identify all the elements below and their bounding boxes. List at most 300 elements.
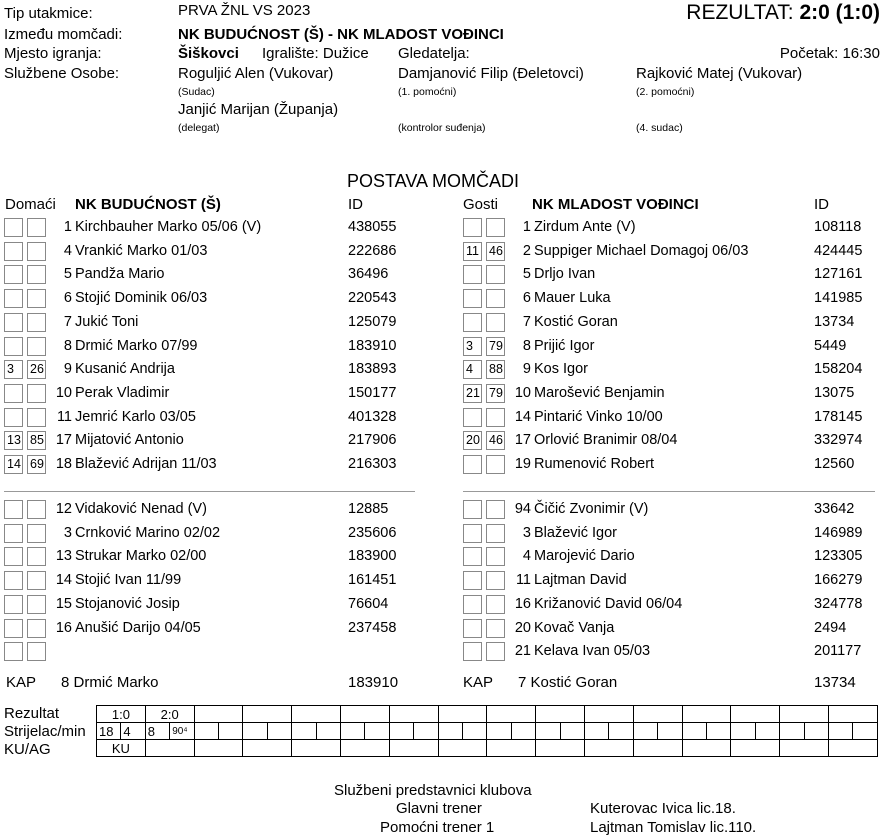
footer-role: Glavni trener [396,800,482,817]
shirt-number: 5 [522,266,531,283]
sub-minute-box: 46 [486,431,505,450]
scorer-cell [536,723,560,740]
player-id: 166279 [814,572,863,589]
kuag-row [97,740,878,757]
sub-order-box: 3 [4,360,23,379]
sub-minute-box [486,547,505,566]
sub-row [463,546,883,570]
shirt-number: 7 [522,313,531,330]
result-cell [243,706,292,723]
shirt-number: 4 [522,548,531,565]
player-id: 123305 [814,548,863,565]
player-id: 108118 [814,219,862,235]
sub-minute-box [486,571,505,590]
starter-row [463,359,883,383]
shirt-number: 10 [55,384,72,401]
sub-order-box [463,218,482,237]
result-cell [340,706,389,723]
away-captain-id: 13734 [814,674,856,691]
sub-order-box [4,289,23,308]
shirt-number: 8 [522,337,531,354]
shirt-number: 11 [56,408,72,425]
sub-order-box: 4 [463,360,482,379]
starter-row [463,217,883,241]
sub-order-box [463,571,482,590]
player-name: Anušić Darijo 04/05 [75,619,201,636]
shirt-number: 1 [63,219,72,235]
player-id: 161451 [348,572,397,589]
starter-row [4,336,424,360]
kuag-cell [194,740,243,757]
sub-order-box [4,547,23,566]
scorer-cell [389,723,413,740]
sub-order-box [463,265,482,284]
player-name: Kos Igor [534,361,588,378]
player-id: 222686 [348,242,397,259]
sub-order-box [4,384,23,403]
starter-row [463,241,883,265]
sub-minute-box [27,619,46,638]
scorer-cell [487,723,511,740]
kuag-cell [584,740,633,757]
shirt-number: 17 [514,432,531,449]
shirt-number: 15 [55,595,72,612]
player-name: Mijatović Antonio [75,432,184,449]
player-id: 33642 [814,501,855,517]
player-name: Stojić Ivan 11/99 [75,572,182,589]
kuag-cell [633,740,682,757]
starter-row [463,264,883,288]
minute-cell [414,723,438,740]
kuag-cell [731,740,780,757]
home-label: Domaći [5,196,56,213]
sub-order-box [463,547,482,566]
player-name: Kovač Vanja [534,619,615,636]
shirt-number: 19 [514,456,531,472]
player-id: 2494 [814,619,847,636]
home-team: NK BUDUĆNOST (Š) [75,196,221,213]
player-id: 183893 [348,361,397,378]
result-cell [194,706,243,723]
kuag-row-label: KU/AG [4,741,51,758]
official-role: (Sudac) [178,86,215,98]
kuag-cell [682,740,731,757]
result-cell [389,706,438,723]
sub-order-box: 3 [463,337,482,356]
sub-order-box [463,595,482,614]
player-id: 332974 [814,432,863,449]
sub-row [4,570,424,594]
player-id: 158204 [814,361,863,378]
sub-row [4,641,424,665]
player-name: Zirdum Ante (V) [534,219,636,235]
player-name: Marošević Benjamin [534,384,665,401]
scorer-cell [780,723,804,740]
shirt-number: 6 [63,290,72,307]
sub-order-box [4,524,23,543]
result-cell [292,706,341,723]
result-cell: 2:0 [145,706,194,723]
player-name: Orlović Branimir 08/04 [534,432,678,449]
sub-order-box: 11 [463,242,482,261]
sub-minute-box [27,337,46,356]
sub-minute-box: 79 [486,337,505,356]
player-id: 76604 [348,595,389,612]
home-divider [4,491,415,492]
sub-row [4,594,424,618]
sub-minute-box [486,595,505,614]
player-id: 141985 [814,290,863,307]
minute-cell: 4 [121,723,145,740]
kuag-cell [389,740,438,757]
player-id: 36496 [348,266,389,283]
player-name: Vidaković Nenad (V) [75,501,207,517]
kuag-cell [780,740,829,757]
shirt-number: 5 [63,266,72,283]
starter-row [4,288,424,312]
player-name: Kusanić Andrija [75,361,175,378]
player-id: 13075 [814,384,855,401]
result-cell [536,706,585,723]
shirt-number: 18 [55,456,72,472]
player-name: Jemrić Karlo 03/05 [75,408,196,425]
sub-minute-box [486,642,505,661]
player-name: Kostić Goran [534,313,618,330]
sub-minute-box [27,313,46,332]
minute-cell [267,723,291,740]
sub-row [463,618,883,642]
sub-order-box [4,313,23,332]
result-label: REZULTAT: [686,1,794,24]
home-captain: 8 Drmić Marko [61,674,159,691]
spectators: Gledatelja: [398,45,470,62]
sub-row [463,499,883,523]
sub-minute-box [27,524,46,543]
starter-row [4,383,424,407]
player-name: Lajtman David [534,572,627,589]
footer-title: Službeni predstavnici klubova [334,782,532,799]
official-name: Rajković Matej (Vukovar) [636,65,803,82]
scorer-cell [438,723,462,740]
player-id: 12560 [814,456,855,472]
player-id: 183910 [348,337,397,354]
official-role: (delegat) [178,122,220,134]
player-name: Marojević Dario [534,548,635,565]
starter-row [463,336,883,360]
shirt-number: 14 [55,572,72,589]
result-row-label: Rezultat [4,705,60,722]
sub-order-box [463,642,482,661]
kuag-cell [438,740,487,757]
teams: NK BUDUĆNOST (Š) - NK MLADOST VOĐINCI [178,26,504,43]
sub-row [463,594,883,618]
player-name: Blažević Igor [534,524,618,541]
player-name: Suppiger Michael Domagoj 06/03 [534,242,749,259]
sub-minute-box [27,384,46,403]
starter-row [4,454,424,478]
kuag-cell [536,740,585,757]
officials-label: Službene Osobe: [4,65,120,82]
sub-order-box [4,242,23,261]
starter-row [4,312,424,336]
scorer-cell: 8 [145,723,169,740]
sub-order-box [463,313,482,332]
player-name: Stojanović Josip [75,595,180,612]
scorer-cell [633,723,657,740]
player-id: 237458 [348,619,397,636]
sub-minute-box: 85 [27,431,46,450]
minute-cell [853,723,877,740]
shirt-number: 12 [55,501,72,517]
shirt-number: 2 [522,242,531,259]
official-name: Janjić Marijan (Županja) [178,101,339,118]
lineup-title: POSTAVA MOMČADI [347,171,520,191]
player-name: Strukar Marko 02/00 [75,548,207,565]
scorer-cell [243,723,267,740]
away-label: Gosti [463,196,499,213]
player-name: Kirchbauher Marko 05/06 (V) [75,219,262,235]
result-cell [584,706,633,723]
starter-row [463,288,883,312]
player-name: Prijić Igor [534,337,595,354]
sub-minute-box [27,265,46,284]
sub-minute-box: 88 [486,360,505,379]
sub-order-box [463,524,482,543]
minute-cell [706,723,730,740]
player-name: Drljo Ivan [534,266,596,283]
kuag-cell [292,740,341,757]
sub-order-box [463,500,482,519]
player-name: Crnković Marino 02/02 [75,524,221,541]
player-id: 324778 [814,595,863,612]
result-cell [633,706,682,723]
scorer-cell: 18 [97,723,121,740]
kuag-cell [487,740,536,757]
sub-order-box [4,642,23,661]
sub-minute-box [486,455,505,474]
sub-row [4,546,424,570]
shirt-number: 13 [55,548,72,565]
shirt-number: 17 [55,432,72,449]
sub-order-box [4,265,23,284]
home-captain-id: 183910 [348,674,399,691]
shirt-number: 21 [514,643,531,660]
sub-minute-box [27,408,46,427]
shirt-number: 7 [63,313,72,330]
player-id: 183900 [348,548,397,565]
minute-cell [804,723,828,740]
sub-order-box [4,408,23,427]
result-row [97,706,878,723]
venue-label: Mjesto igranja: [4,45,102,62]
scorer-cell [828,723,852,740]
player-id: 12885 [348,501,389,517]
sub-minute-box [486,265,505,284]
sub-minute-box [486,408,505,427]
starter-row [463,407,883,431]
sub-row [4,499,424,523]
sub-row [463,641,883,665]
sub-order-box [4,218,23,237]
sub-minute-box [486,500,505,519]
shirt-number: 10 [514,384,531,401]
footer-name: Lajtman Tomislav lic.110. [590,819,757,836]
shirt-number: 9 [522,361,531,378]
player-id: 127161 [814,266,863,283]
sub-order-box [463,455,482,474]
starter-row [4,430,424,454]
player-name: Perak Vladimir [75,384,170,401]
sub-order-box: 13 [4,431,23,450]
sub-order-box [4,500,23,519]
scorer-cell [292,723,316,740]
result-cell [828,706,877,723]
player-name: Jukić Toni [75,313,139,330]
shirt-number: 14 [514,408,531,425]
shirt-number: 16 [55,619,72,636]
result-cell [731,706,780,723]
sub-row [463,523,883,547]
starter-row [4,264,424,288]
sub-minute-box [27,218,46,237]
result-block [686,1,880,25]
player-id: 5449 [814,337,847,354]
sub-order-box [4,571,23,590]
minute-cell [755,723,779,740]
player-id: 150177 [348,384,397,401]
kuag-cell [145,740,194,757]
shirt-number: 4 [63,242,72,259]
starter-row [463,312,883,336]
player-name: Mauer Luka [534,290,611,307]
minute-cell [365,723,389,740]
official-role: (2. pomoćni) [636,86,695,98]
result-cell [487,706,536,723]
official-role: (4. sudac) [636,122,683,134]
shirt-number: 9 [63,361,72,378]
sub-minute-box [486,524,505,543]
kuag-cell: KU [97,740,146,757]
player-name: Pintarić Vinko 10/00 [534,408,663,425]
sub-minute-box [27,571,46,590]
official-name: Roguljić Alen (Vukovar) [178,65,334,82]
starter-row [4,217,424,241]
player-id: 401328 [348,408,397,425]
sub-minute-box [486,313,505,332]
minute-cell [316,723,340,740]
sub-order-box: 21 [463,384,482,403]
away-divider [463,491,875,492]
minute-cell [609,723,633,740]
player-id: 235606 [348,524,397,541]
starter-row [463,430,883,454]
sub-minute-box: 69 [27,455,46,474]
sub-order-box [463,619,482,638]
away-id-header: ID [814,196,829,213]
player-id: 146989 [814,524,863,541]
sub-row [463,570,883,594]
shirt-number: 20 [514,619,531,636]
footer-name: Kuterovac Ivica lic.18. [590,800,736,817]
minute-cell [560,723,584,740]
match-type-label: Tip utakmice: [4,5,93,22]
pitch: Igralište: Dužice [262,45,369,62]
away-team: NK MLADOST VOĐINCI [532,196,699,213]
minute-cell [462,723,486,740]
player-id: 438055 [348,219,397,235]
sub-minute-box [27,547,46,566]
player-id: 125079 [348,313,397,330]
player-id: 216303 [348,456,397,472]
player-id: 217906 [348,432,397,449]
starter-row [4,241,424,265]
player-id: 220543 [348,290,397,307]
shirt-number: 94 [514,501,531,517]
sub-minute-box [27,289,46,308]
result-value: 2:0 (1:0) [799,1,880,24]
venue: Šiškovci [178,45,239,62]
home-id-header: ID [348,196,363,213]
result-cell: 1:0 [97,706,146,723]
sub-order-box [4,337,23,356]
player-id: 13734 [814,313,855,330]
sub-order-box [4,619,23,638]
scorer-row [97,723,878,740]
match-type: PRVA ŽNL VS 2023 [178,2,311,19]
sub-row [4,618,424,642]
player-name: Križanović David 06/04 [534,595,683,612]
scorer-cell [682,723,706,740]
sub-minute-box [486,218,505,237]
away-captain-label: KAP [463,674,494,691]
player-name: Rumenović Robert [534,456,655,472]
sub-minute-box [486,289,505,308]
scorer-row-label: Strijelac/min [4,723,86,740]
scorer-cell [584,723,608,740]
home-captain-label: KAP [6,674,37,691]
kickoff: Početak: 16:30 [779,45,880,62]
result-cell [780,706,829,723]
shirt-number: 16 [514,595,531,612]
kuag-cell [828,740,877,757]
player-id: 424445 [814,242,863,259]
score-grid [96,705,878,757]
player-name: Blažević Adrijan 11/03 [75,456,217,472]
player-name: Čičić Zvonimir (V) [534,501,649,517]
minute-cell [218,723,242,740]
sub-minute-box [27,642,46,661]
player-id: 201177 [814,643,862,660]
result-cell [438,706,487,723]
starter-row [463,454,883,478]
sub-minute-box [27,500,46,519]
sub-minute-box: 79 [486,384,505,403]
sub-order-box [4,595,23,614]
shirt-number: 3 [63,524,72,541]
sub-order-box: 14 [4,455,23,474]
shirt-number: 1 [522,219,531,235]
official-role: (1. pomoćni) [398,86,457,98]
starter-row [4,407,424,431]
away-captain: 7 Kostić Goran [518,674,618,691]
sub-order-box: 20 [463,431,482,450]
player-name: Vrankić Marko 01/03 [75,242,208,259]
sub-minute-box: 46 [486,242,505,261]
shirt-number: 11 [515,572,531,589]
sub-minute-box [27,595,46,614]
starter-row [463,383,883,407]
official-name: Damjanović Filip (Đeletovci) [398,65,584,82]
